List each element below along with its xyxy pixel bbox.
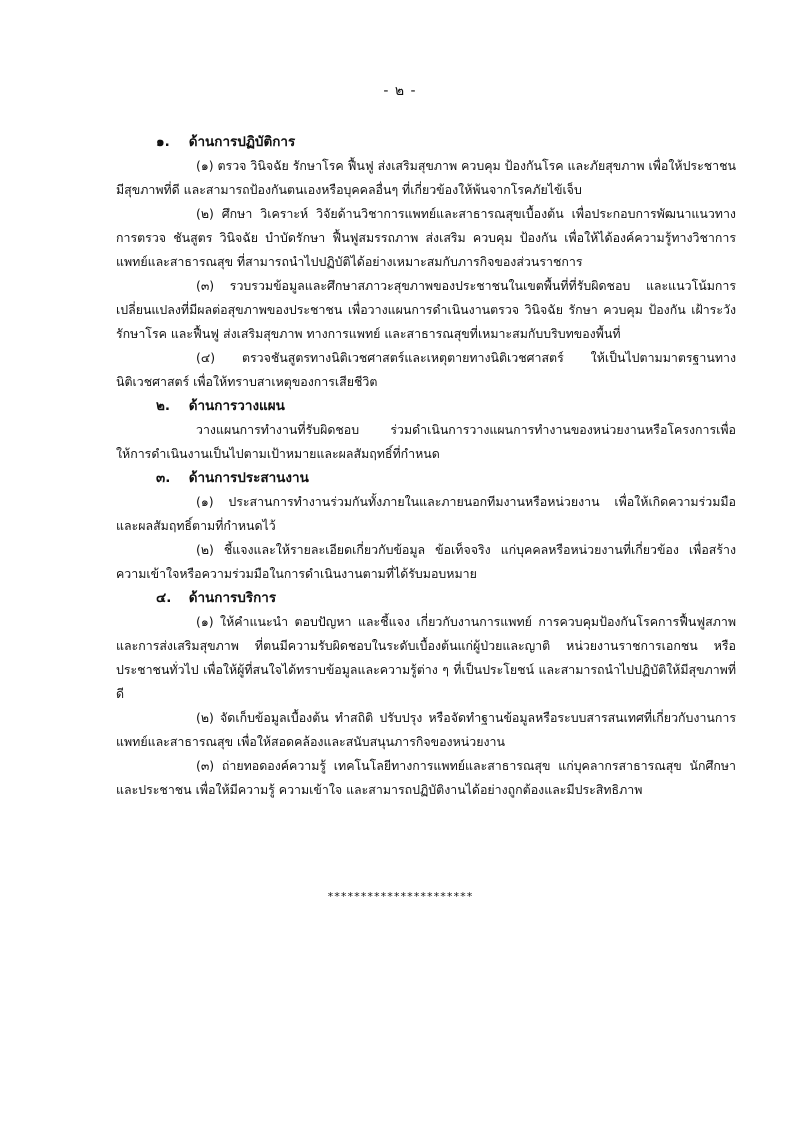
section-title: ด้านการปฏิบัติการ xyxy=(188,134,296,150)
section-title: ด้านการประสานงาน xyxy=(188,470,309,486)
paragraph: (๓) ถ่ายทอดองค์ความรู้ เทคโนโลยีทางการแพทย์และสาธารณสุข แก่บุคลากรสาธารณสุข นักศึกษาและประชาชน เพื่อให้มีความรู้ ความเข้าใจ และสามารถปฏิบัติงานได้อย่างถูกต้องและมีประสิทธิภาพ xyxy=(116,758,736,797)
section-heading xyxy=(116,394,736,418)
section-title: ด้านการบริการ xyxy=(188,590,277,606)
section-title: ด้านการวางแผน xyxy=(188,398,285,414)
section-heading xyxy=(116,466,736,490)
paragraph: (๒) ศึกษา วิเคราะห์ วิจัยด้านวิชาการแพทย์และสาธารณสุขเบื้องต้น เพื่อประกอบการพัฒนาแนวทางการตรวจ ชันสูตร วินิจฉัย บำบัดรักษา ฟื้นฟูสมรรถภาพ ส่งเสริม ควบคุม ป้องกัน เพื่อให้ได้องค์ความรู้ทางวิชาการแพทย์และสาธารณสุข ที่สามารถนำไปปฏิบัติได้อย่างเหมาะสมกับภารกิจของส่วนราชการ xyxy=(116,206,736,269)
paragraph: (๒) จัดเก็บข้อมูลเบื้องต้น ทำสถิติ ปรับปรุง หรือจัดทำฐานข้อมูลหรือระบบสารสนเทศที่เกี่ยวกับงานการแพทย์และสาธารณสุข เพื่อให้สอดคล้องและสนับสนุนภารกิจของหน่วยงาน xyxy=(116,710,736,749)
end-of-document-marker: ********************** xyxy=(327,890,473,903)
section-heading xyxy=(116,586,736,610)
section-service xyxy=(116,586,736,802)
paragraph: (๒) ชี้แจงและให้รายละเอียดเกี่ยวกับข้อมูล ข้อเท็จจริง แก่บุคคลหรือหน่วยงานที่เกี่ยวข้อง เพื่อสร้างความเข้าใจหรือความร่วมมือในการดำเนินงานตามที่ได้รับมอบหมาย xyxy=(116,542,736,581)
paragraph: (๔) ตรวจชันสูตรทางนิติเวชศาสตร์และเหตุตายทางนิติเวชศาสตร์ ให้เป็นไปตามมาตรฐานทางนิติเวชศาสตร์ เพื่อให้ทราบสาเหตุของการเสียชีวิต xyxy=(116,350,736,389)
section-number: ๑. xyxy=(156,134,170,150)
paragraph: (๓) รวบรวมข้อมูลและศึกษาสภาวะสุขภาพของประชาชนในเขตพื้นที่ที่รับผิดชอบ และแนวโน้มการเปลี่ยนแปลงที่มีผลต่อสุขภาพของประชาชน เพื่อวางแผนการดำเนินงานตรวจ วินิจฉัย รักษา ควบคุม ป้องกัน เฝ้าระวัง รักษาโรค และฟื้นฟู ส่งเสริมสุขภาพ ทางการแพทย์ และสาธารณสุขที่เหมาะสมกับบริบทของพื้นที่ xyxy=(116,278,736,341)
paragraph: (๑) ตรวจ วินิจฉัย รักษาโรค ฟื้นฟู ส่งเสริมสุขภาพ ควบคุม ป้องกันโรค และภัยสุขภาพ เพื่อให้ประชาชนมีสุขภาพที่ดี และสามารถป้องกันตนเองหรือบุคคลอื่นๆ ที่เกี่ยวข้องให้พ้นจากโรคภัยไข้เจ็บ xyxy=(116,158,736,197)
paragraph: วางแผนการทำงานที่รับผิดชอบ ร่วมดำเนินการวางแผนการทำงานของหน่วยงานหรือโครงการเพื่อให้การดำเนินงานเป็นไปตามเป้าหมายและผลสัมฤทธิ์ที่กำหนด xyxy=(116,422,736,461)
document-body xyxy=(116,130,736,802)
paragraph: (๑) ประสานการทำงานร่วมกันทั้งภายในและภายนอกทีมงานหรือหน่วยงาน เพื่อให้เกิดความร่วมมือและผลสัมฤทธิ์ตามที่กำหนดไว้ xyxy=(116,494,736,533)
section-number: ๔. xyxy=(156,590,172,606)
section-heading xyxy=(116,130,736,154)
section-operations xyxy=(116,130,736,394)
section-coordination xyxy=(116,466,736,586)
paragraph: (๑) ให้คำแนะนำ ตอบปัญหา และชี้แจง เกี่ยวกับงานการแพทย์ การควบคุมป้องกันโรคการฟื้นฟูสภาพและการส่งเสริมสุขภาพ ที่ตนมีความรับผิดชอบในระดับเบื้องต้นแก่ผู้ป่วยและญาติ หน่วยงานราชการเอกชน หรือประชาชนทั่วไป เพื่อให้ผู้ที่สนใจได้ทราบข้อมูลและความรู้ต่าง ๆ ที่เป็นประโยชน์ และสามารถนำไปปฏิบัติให้มีสุขภาพที่ดี xyxy=(116,614,736,701)
section-number: ๒. xyxy=(156,398,171,414)
section-number: ๓. xyxy=(156,470,171,486)
page-number: - ๒ - xyxy=(383,83,417,99)
section-planning xyxy=(116,394,736,466)
